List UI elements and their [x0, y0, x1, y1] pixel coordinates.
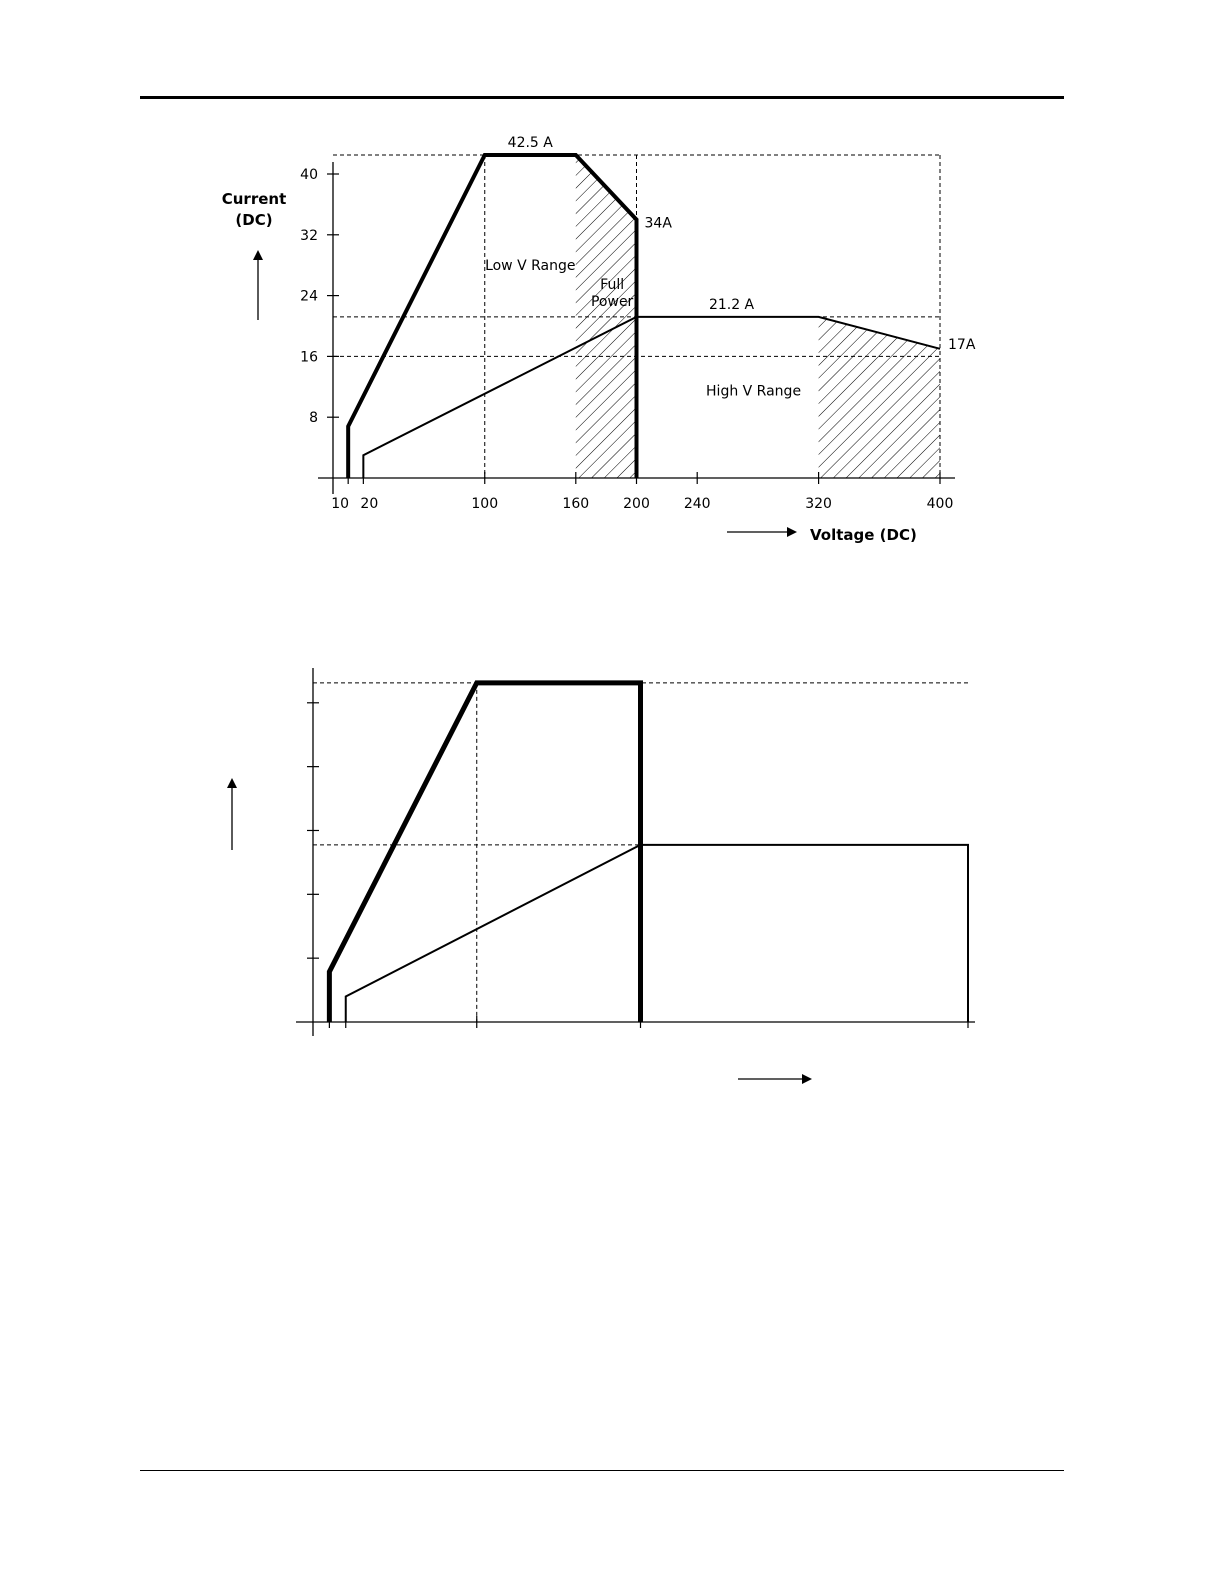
annotation-label: Full [600, 277, 625, 294]
annotation-label: 34A [644, 215, 672, 232]
x-tick-label: 320 [805, 496, 832, 512]
series-line-thick [329, 683, 640, 1022]
y-tick-label: 40 [300, 167, 318, 183]
x-tick-label: 20 [360, 496, 379, 512]
y-tick-label: 24 [300, 288, 318, 305]
series-line-thin [346, 845, 968, 1022]
annotation-label: High V Range [706, 383, 802, 400]
chart-1 [222, 135, 976, 544]
annotation-label: Power [590, 293, 634, 310]
x-tick-label: 240 [683, 496, 711, 512]
y-axis-title-line-2: (DC) [235, 211, 273, 229]
x-axis-title: Voltage (DC) [810, 526, 917, 544]
x-tick-label: 100 [471, 496, 499, 512]
annotation-label: 17A [948, 336, 976, 353]
hatched-region [819, 317, 940, 478]
x-tick-label: 200 [623, 496, 650, 512]
y-tick-label: 32 [300, 227, 318, 244]
chart-2 [232, 668, 975, 1079]
annotation-label: 21.2 A [708, 296, 755, 313]
x-tick-label: 160 [562, 496, 590, 512]
annotation-label: 42.5 A [507, 135, 553, 151]
y-tick-label: 8 [309, 410, 318, 427]
annotation-label: Low V Range [485, 258, 576, 275]
y-axis-title-line-1: Current [221, 190, 287, 208]
y-tick-label: 16 [300, 349, 318, 366]
x-tick-label: 400 [926, 496, 954, 512]
x-tick-label: 10 [331, 496, 350, 512]
